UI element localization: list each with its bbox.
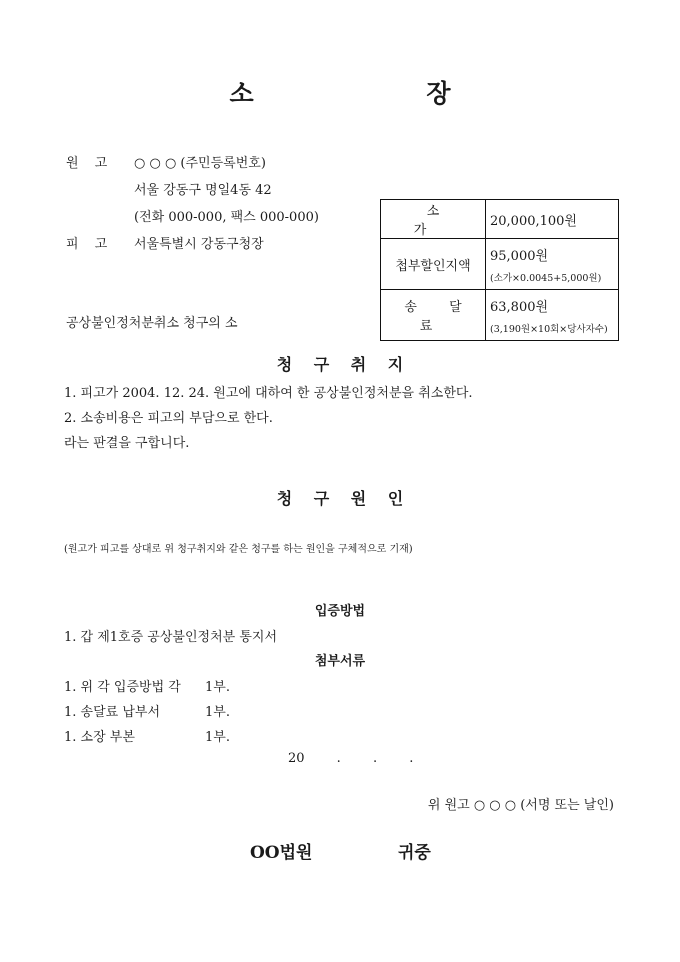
attachment-name: 1. 소장 부본 <box>64 730 135 745</box>
fee-label: 소 가 <box>381 200 486 239</box>
fee-row-stamp <box>381 239 619 290</box>
plaintiff-contact: (전화 000-000, 팩스 000-000) <box>134 210 319 225</box>
claim-cause-heading: 청 구 원 인 <box>276 489 412 508</box>
fee-row-price <box>381 200 619 239</box>
fee-label: 첩부할인지액 <box>381 239 486 290</box>
fee-formula: (3,190원×10회×당사자수) <box>490 323 608 335</box>
fee-formula: (소가×0.0045+5,000원) <box>490 272 602 284</box>
claim-purpose-item: 2. 소송비용은 피고의 부담으로 한다. <box>64 411 273 426</box>
evidence-heading: 입증방법 <box>314 604 366 619</box>
attachment-count: 1부. <box>205 680 230 695</box>
evidence-item: 1. 갑 제1호증 공상불인정처분 통지서 <box>64 630 278 645</box>
claim-cause-note: (원고가 피고를 상대로 위 청구취지와 같은 청구를 하는 원인을 구체적으로 기재) <box>64 544 413 555</box>
claim-purpose-item: 라는 판결을 구합니다. <box>64 436 190 451</box>
plaintiff-signature: 위 원고 ○ ○ ○ (서명 또는 날인) <box>427 798 614 813</box>
court-suffix: 귀중 <box>398 843 431 863</box>
attachment-name: 1. 송달료 납부서 <box>64 705 161 720</box>
fee-row-delivery <box>381 290 619 341</box>
fee-value <box>486 239 619 290</box>
attachment-count: 1부. <box>205 705 230 720</box>
fee-table <box>380 199 619 341</box>
fee-amount: 63,800원 <box>490 299 549 315</box>
document-title: 소 장 <box>229 79 533 108</box>
case-name: 공상불인정처분취소 청구의 소 <box>66 316 238 331</box>
defendant-label: 피 고 <box>66 237 114 252</box>
defendant-name: 서울특별시 강동구청장 <box>134 237 264 252</box>
claim-purpose-heading: 청 구 취 지 <box>276 355 412 374</box>
filing-date: 20 . . . <box>288 751 414 766</box>
fee-label: 송 달 료 <box>381 290 486 341</box>
fee-value <box>486 290 619 341</box>
fee-value: 20,000,100원 <box>486 200 619 239</box>
fee-amount: 95,000원 <box>490 248 549 264</box>
attachment-name: 1. 위 각 입증방법 각 <box>64 680 181 695</box>
attachment-count: 1부. <box>205 730 230 745</box>
claim-purpose-item: 1. 피고가 2004. 12. 24. 원고에 대하여 한 공상불인정처분을 취소한다. <box>64 386 473 401</box>
court-name: OO법원 <box>250 843 313 863</box>
plaintiff-label: 원 고 <box>66 156 114 171</box>
plaintiff-name: ○ ○ ○ (주민등록번호) <box>134 156 266 171</box>
attachments-heading: 첨부서류 <box>314 654 366 669</box>
plaintiff-address: 서울 강동구 명일4동 42 <box>134 183 272 198</box>
